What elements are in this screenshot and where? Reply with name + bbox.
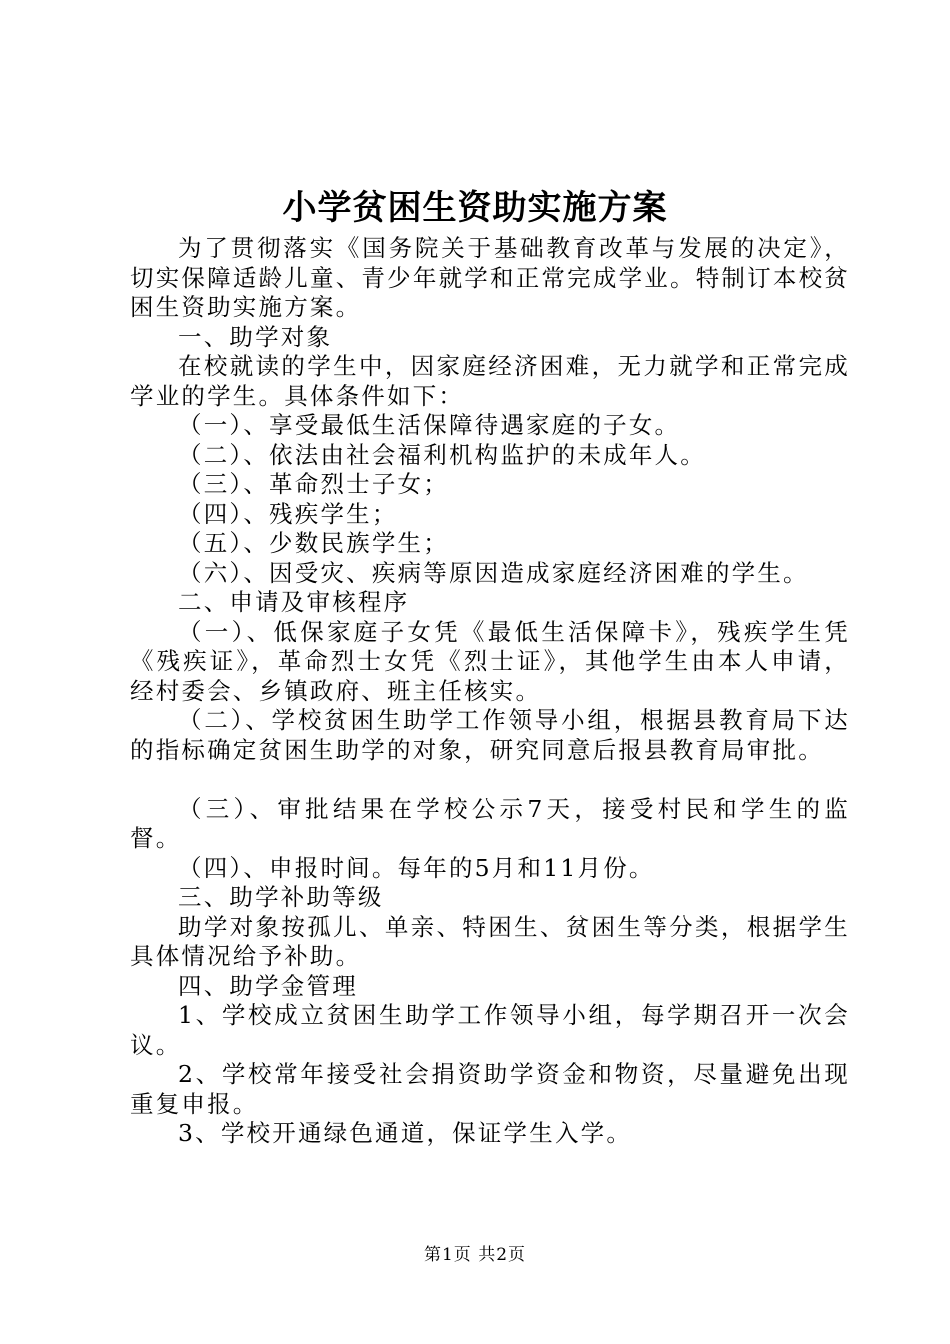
section-heading-1: 一、助学对象 <box>178 322 333 351</box>
document-body <box>130 234 850 1149</box>
document-title: 小学贫困生资助实施方案 <box>282 188 668 228</box>
list-item: （二）、依法由社会福利机构监护的未成年人。 <box>178 440 706 469</box>
paragraph: 助学对象按孤儿、单亲、特困生、贫困生等分类，根据学生具体情况给予补助。 <box>130 912 850 970</box>
list-item: （一）、低保家庭子女凭《最低生活保障卡》，残疾学生凭《残疾证》，革命烈士女凭《烈士证》，其他学生由本人申请，经村委会、乡镇政府、班主任核实。 <box>130 617 850 705</box>
list-item: 2、学校常年接受社会捐资助学资金和物资，尽量避免出现重复申报。 <box>130 1060 850 1118</box>
list-item: （二）、学校贫困生助学工作领导小组，根据县教育局下达的指标确定贫困生助学的对象，研究同意后报县教育局审批。 <box>130 706 850 764</box>
list-item: （一）、享受最低生活保障待遇家庭的子女。 <box>178 411 681 439</box>
section-heading-4: 四、助学金管理 <box>178 971 358 1000</box>
page-footer: 第1页 共2页 <box>423 1245 527 1265</box>
section-heading-3: 三、助学补助等级 <box>178 883 384 911</box>
paragraph: 在校就读的学生中，因家庭经济困难，无力就学和正常完成学业的学生。具体条件如下： <box>130 352 850 410</box>
list-item: 3、学校开通绿色通道，保证学生入学。 <box>178 1119 633 1147</box>
paragraph-intro: 为了贯彻落实《国务院关于基础教育改革与发展的决定》，切实保障适龄儿童、青少年就学和正常完成学业。特制订本校贫困生资助实施方案。 <box>130 234 850 321</box>
list-item: （三）、审批结果在学校公示7天，接受村民和学生的监督。 <box>130 794 850 852</box>
list-item: （四）、残疾学生； <box>178 499 398 528</box>
list-item: （五）、少数民族学生； <box>178 529 449 557</box>
list-item: 1、学校成立贫困生助学工作领导小组，每学期召开一次会议。 <box>130 1001 850 1059</box>
list-item: （六）、因受灾、疾病等原因造成家庭经济困难的学生。 <box>178 558 809 587</box>
list-item: （四）、申报时间。每年的5月和11月份。 <box>178 853 655 882</box>
list-item: （三）、革命烈士子女； <box>178 470 449 498</box>
section-heading-2: 二、申请及审核程序 <box>178 588 410 616</box>
